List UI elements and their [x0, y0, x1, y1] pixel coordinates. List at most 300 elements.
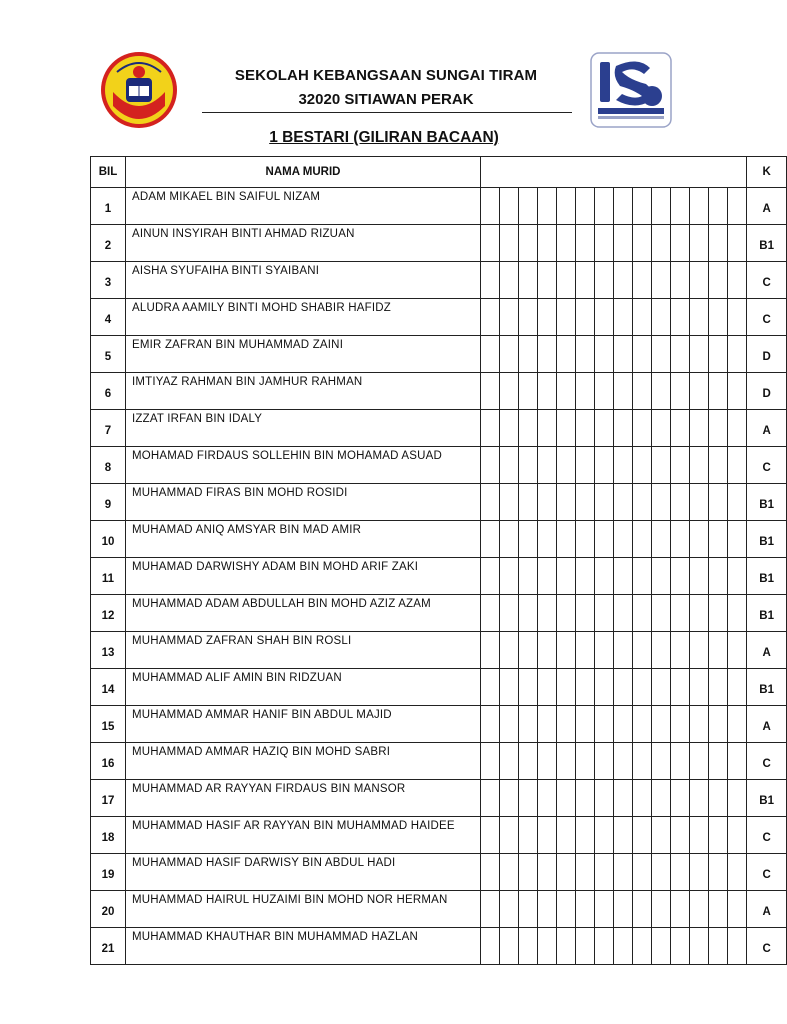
tracking-cell: [652, 595, 671, 632]
tracking-cell: [671, 928, 690, 965]
table-row: [91, 447, 787, 484]
tracking-cell: [500, 706, 519, 743]
tracking-cell: [671, 336, 690, 373]
tracking-cell: [538, 780, 557, 817]
tracking-cell: [519, 891, 538, 928]
row-number: 17: [91, 780, 126, 817]
tracking-cell: [500, 336, 519, 373]
tracking-cell: [538, 595, 557, 632]
tracking-cell: [595, 225, 614, 262]
table-row: [91, 854, 787, 891]
tracking-cell: [576, 410, 595, 447]
tracking-cell: [595, 262, 614, 299]
row-number: 3: [91, 262, 126, 299]
tracking-cell: [538, 817, 557, 854]
tracking-cell: [652, 854, 671, 891]
tracking-cell: [595, 373, 614, 410]
tracking-cell: [709, 447, 728, 484]
tracking-cell: [557, 632, 576, 669]
tracking-cell: [614, 706, 633, 743]
tracking-cell: [709, 669, 728, 706]
tracking-cell: [500, 410, 519, 447]
tracking-cell: [633, 669, 652, 706]
tracking-cell: [576, 595, 595, 632]
tracking-cell: [728, 484, 747, 521]
header-divider: [202, 112, 572, 113]
tracking-cell: [519, 410, 538, 447]
tracking-cell: [728, 743, 747, 780]
tracking-cell: [557, 299, 576, 336]
tracking-cell: [614, 669, 633, 706]
tracking-cell: [690, 336, 709, 373]
student-name: IMTIYAZ RAHMAN BIN JAMHUR RAHMAN: [126, 373, 481, 410]
tracking-cell: [519, 669, 538, 706]
tracking-cell: [709, 410, 728, 447]
tracking-cell: [557, 854, 576, 891]
tracking-cell: [690, 410, 709, 447]
student-roster-table: [90, 156, 787, 965]
tracking-cell: [728, 632, 747, 669]
table-row: [91, 595, 787, 632]
tracking-cell: [595, 632, 614, 669]
tracking-cell: [614, 373, 633, 410]
tracking-cell: [728, 558, 747, 595]
tracking-cell: [690, 484, 709, 521]
tracking-cell: [576, 558, 595, 595]
tracking-cell: [481, 225, 500, 262]
tracking-cell: [557, 336, 576, 373]
tracking-cell: [595, 780, 614, 817]
tracking-cell: [595, 669, 614, 706]
tracking-cell: [576, 336, 595, 373]
tracking-cell: [538, 188, 557, 225]
tracking-cell: [595, 558, 614, 595]
tracking-cell: [538, 373, 557, 410]
tracking-cell: [481, 373, 500, 410]
tracking-cell: [595, 188, 614, 225]
tracking-cell: [709, 743, 728, 780]
row-number: 13: [91, 632, 126, 669]
tracking-cell: [728, 595, 747, 632]
tracking-cell: [481, 410, 500, 447]
reading-level: B1: [747, 595, 787, 632]
tracking-cell: [576, 484, 595, 521]
tracking-cell: [481, 188, 500, 225]
tracking-cell: [614, 299, 633, 336]
tracking-cell: [652, 706, 671, 743]
tracking-cell: [728, 410, 747, 447]
tracking-cell: [538, 225, 557, 262]
reading-level: C: [747, 743, 787, 780]
tracking-cell: [500, 669, 519, 706]
tracking-cell: [557, 558, 576, 595]
reading-level: B1: [747, 225, 787, 262]
tracking-cell: [671, 891, 690, 928]
tracking-cell: [481, 336, 500, 373]
tracking-cell: [500, 780, 519, 817]
tracking-cell: [500, 558, 519, 595]
tracking-cell: [576, 743, 595, 780]
reading-level: D: [747, 373, 787, 410]
class-title: 1 BESTARI (GILIRAN BACAAN): [269, 129, 499, 146]
row-number: 21: [91, 928, 126, 965]
tracking-cell: [671, 299, 690, 336]
row-number: 15: [91, 706, 126, 743]
tracking-cell: [709, 558, 728, 595]
tracking-cell: [557, 521, 576, 558]
tracking-cell: [557, 669, 576, 706]
row-number: 6: [91, 373, 126, 410]
tracking-cell: [709, 854, 728, 891]
tracking-cell: [728, 225, 747, 262]
row-number: 8: [91, 447, 126, 484]
tracking-cell: [595, 928, 614, 965]
tracking-cell: [595, 891, 614, 928]
tracking-cell: [633, 484, 652, 521]
student-name: MUHAMAD DARWISHY ADAM BIN MOHD ARIF ZAKI: [126, 558, 481, 595]
tracking-cell: [652, 780, 671, 817]
reading-level: A: [747, 706, 787, 743]
header-bil: BIL: [91, 157, 126, 188]
tracking-cell: [576, 447, 595, 484]
tracking-cell: [500, 854, 519, 891]
tracking-cell: [614, 780, 633, 817]
tracking-cell: [595, 854, 614, 891]
tracking-cell: [595, 447, 614, 484]
tracking-cell: [709, 521, 728, 558]
tracking-cell: [671, 780, 690, 817]
tracking-cell: [519, 928, 538, 965]
tracking-cell: [728, 262, 747, 299]
student-name: MUHAMMAD HAIRUL HUZAIMI BIN MOHD NOR HERMAN: [126, 891, 481, 928]
row-number: 7: [91, 410, 126, 447]
tracking-cell: [614, 262, 633, 299]
tracking-cell: [633, 188, 652, 225]
tracking-cell: [519, 484, 538, 521]
tracking-cell: [519, 336, 538, 373]
table-row: [91, 928, 787, 965]
tracking-cell: [614, 595, 633, 632]
tracking-cell: [652, 743, 671, 780]
student-name: AISHA SYUFAIHA BINTI SYAIBANI: [126, 262, 481, 299]
table-row: [91, 743, 787, 780]
row-number: 20: [91, 891, 126, 928]
tracking-cell: [690, 706, 709, 743]
tracking-cell: [576, 780, 595, 817]
tracking-cell: [614, 632, 633, 669]
reading-level: A: [747, 188, 787, 225]
tracking-cell: [500, 891, 519, 928]
tracking-cell: [633, 225, 652, 262]
table-row: [91, 299, 787, 336]
tracking-cell: [519, 780, 538, 817]
tracking-cell: [671, 669, 690, 706]
tracking-cell: [500, 262, 519, 299]
table-row: [91, 632, 787, 669]
tracking-cell: [652, 410, 671, 447]
tracking-cell: [671, 373, 690, 410]
tracking-cell: [519, 188, 538, 225]
tracking-cell: [576, 928, 595, 965]
tracking-cell: [690, 669, 709, 706]
tracking-cell: [500, 484, 519, 521]
tracking-cell: [481, 706, 500, 743]
table-row: [91, 336, 787, 373]
tracking-cell: [519, 373, 538, 410]
reading-level: C: [747, 854, 787, 891]
tracking-cell: [519, 595, 538, 632]
tracking-cell: [633, 891, 652, 928]
tracking-cell: [500, 225, 519, 262]
tracking-cell: [671, 188, 690, 225]
tracking-cell: [652, 336, 671, 373]
tracking-cell: [614, 336, 633, 373]
document-header: [0, 0, 768, 160]
row-number: 18: [91, 817, 126, 854]
tracking-cell: [481, 299, 500, 336]
tracking-cell: [557, 262, 576, 299]
tracking-cell: [652, 632, 671, 669]
tracking-cell: [652, 373, 671, 410]
tracking-cell: [690, 521, 709, 558]
student-name: MUHAMAD ANIQ AMSYAR BIN MAD AMIR: [126, 521, 481, 558]
tracking-cell: [595, 484, 614, 521]
table-row: [91, 484, 787, 521]
tracking-cell: [690, 632, 709, 669]
row-number: 12: [91, 595, 126, 632]
tracking-cell: [595, 706, 614, 743]
school-name: SEKOLAH KEBANGSAAN SUNGAI TIRAM: [234, 67, 538, 84]
tracking-cell: [671, 595, 690, 632]
table-row: [91, 706, 787, 743]
tracking-cell: [538, 299, 557, 336]
tracking-cell: [633, 558, 652, 595]
student-name: MUHAMMAD FIRAS BIN MOHD ROSIDI: [126, 484, 481, 521]
tracking-cell: [500, 817, 519, 854]
table-row: [91, 410, 787, 447]
tracking-cell: [557, 447, 576, 484]
reading-level: B1: [747, 521, 787, 558]
table-row: [91, 188, 787, 225]
student-name: AINUN INSYIRAH BINTI AHMAD RIZUAN: [126, 225, 481, 262]
tracking-cell: [557, 410, 576, 447]
tracking-cell: [538, 891, 557, 928]
tracking-cell: [690, 595, 709, 632]
tracking-cell: [690, 373, 709, 410]
tracking-cell: [481, 262, 500, 299]
tracking-cell: [633, 817, 652, 854]
tracking-cell: [690, 854, 709, 891]
tracking-cell: [652, 817, 671, 854]
table-row: [91, 262, 787, 299]
tracking-cell: [519, 706, 538, 743]
tracking-cell: [538, 521, 557, 558]
tracking-cell: [481, 817, 500, 854]
tracking-cell: [652, 928, 671, 965]
tracking-cell: [728, 299, 747, 336]
tracking-cell: [633, 447, 652, 484]
tracking-cell: [690, 225, 709, 262]
student-name: ALUDRA AAMILY BINTI MOHD SHABIR HAFIDZ: [126, 299, 481, 336]
tracking-cell: [652, 558, 671, 595]
tracking-cell: [652, 521, 671, 558]
row-number: 2: [91, 225, 126, 262]
tracking-cell: [671, 225, 690, 262]
tracking-cell: [519, 447, 538, 484]
tracking-cell: [595, 336, 614, 373]
tracking-cell: [633, 780, 652, 817]
tracking-cell: [481, 484, 500, 521]
tracking-cell: [633, 299, 652, 336]
tracking-cell: [481, 780, 500, 817]
student-name: IZZAT IRFAN BIN IDALY: [126, 410, 481, 447]
tracking-cell: [538, 632, 557, 669]
tracking-cell: [595, 299, 614, 336]
tracking-cell: [690, 928, 709, 965]
student-name: MUHAMMAD HASIF AR RAYYAN BIN MUHAMMAD HAIDEE: [126, 817, 481, 854]
tracking-cell: [614, 225, 633, 262]
tracking-cell: [709, 336, 728, 373]
tracking-cell: [633, 521, 652, 558]
row-number: 5: [91, 336, 126, 373]
student-name: MUHAMMAD ALIF AMIN BIN RIDZUAN: [126, 669, 481, 706]
tracking-cell: [633, 632, 652, 669]
tracking-cell: [690, 743, 709, 780]
reading-level: B1: [747, 780, 787, 817]
tracking-cell: [709, 299, 728, 336]
tracking-cell: [671, 262, 690, 299]
tracking-cell: [557, 928, 576, 965]
reading-level: C: [747, 299, 787, 336]
row-number: 16: [91, 743, 126, 780]
tracking-cell: [557, 188, 576, 225]
tracking-cell: [595, 817, 614, 854]
tracking-cell: [709, 373, 728, 410]
tracking-cell: [614, 521, 633, 558]
tracking-cell: [500, 632, 519, 669]
tracking-cell: [576, 299, 595, 336]
tracking-cell: [709, 632, 728, 669]
tracking-cell: [519, 743, 538, 780]
tracking-cell: [576, 706, 595, 743]
tracking-cell: [709, 817, 728, 854]
tracking-cell: [709, 484, 728, 521]
tracking-cell: [557, 484, 576, 521]
tracking-cell: [633, 743, 652, 780]
tracking-cell: [652, 188, 671, 225]
tracking-cell: [500, 743, 519, 780]
reading-level: A: [747, 410, 787, 447]
tracking-cell: [481, 669, 500, 706]
tracking-cell: [519, 817, 538, 854]
tracking-cell: [614, 410, 633, 447]
tracking-cell: [519, 558, 538, 595]
student-name: EMIR ZAFRAN BIN MUHAMMAD ZAINI: [126, 336, 481, 373]
tracking-cell: [671, 410, 690, 447]
tracking-cell: [538, 669, 557, 706]
header-tracking-blank: [481, 157, 747, 188]
tracking-cell: [595, 521, 614, 558]
tracking-cell: [652, 299, 671, 336]
tracking-cell: [576, 669, 595, 706]
tracking-cell: [671, 706, 690, 743]
tracking-cell: [481, 928, 500, 965]
tracking-cell: [709, 188, 728, 225]
table-row: [91, 558, 787, 595]
header-k: K: [747, 157, 787, 188]
tracking-cell: [614, 891, 633, 928]
tracking-cell: [614, 484, 633, 521]
reading-level: B1: [747, 484, 787, 521]
table-row: [91, 521, 787, 558]
tracking-cell: [614, 817, 633, 854]
tracking-cell: [614, 928, 633, 965]
tracking-cell: [500, 521, 519, 558]
tracking-cell: [671, 484, 690, 521]
tracking-cell: [576, 521, 595, 558]
tracking-cell: [538, 262, 557, 299]
tracking-cell: [652, 891, 671, 928]
tracking-cell: [728, 817, 747, 854]
student-name: MOHAMAD FIRDAUS SOLLEHIN BIN MOHAMAD ASUAD: [126, 447, 481, 484]
reading-level: B1: [747, 669, 787, 706]
tracking-cell: [519, 225, 538, 262]
tracking-cell: [633, 410, 652, 447]
tracking-cell: [652, 484, 671, 521]
tracking-cell: [519, 854, 538, 891]
tracking-cell: [728, 780, 747, 817]
tracking-cell: [557, 891, 576, 928]
tracking-cell: [576, 225, 595, 262]
tracking-cell: [728, 928, 747, 965]
tracking-cell: [671, 521, 690, 558]
tracking-cell: [671, 743, 690, 780]
tracking-cell: [576, 632, 595, 669]
school-crest-logo: [99, 50, 179, 130]
tracking-cell: [728, 706, 747, 743]
tracking-cell: [690, 817, 709, 854]
tracking-cell: [728, 188, 747, 225]
tracking-cell: [633, 928, 652, 965]
tracking-cell: [500, 447, 519, 484]
table-row: [91, 891, 787, 928]
row-number: 14: [91, 669, 126, 706]
tracking-cell: [538, 410, 557, 447]
student-name: MUHAMMAD HASIF DARWISY BIN ABDUL HADI: [126, 854, 481, 891]
table-row: [91, 817, 787, 854]
tracking-cell: [633, 854, 652, 891]
tracking-cell: [652, 447, 671, 484]
tracking-cell: [481, 521, 500, 558]
tracking-cell: [614, 743, 633, 780]
tracking-cell: [728, 373, 747, 410]
tracking-cell: [728, 891, 747, 928]
tracking-cell: [614, 854, 633, 891]
row-number: 4: [91, 299, 126, 336]
tracking-cell: [481, 854, 500, 891]
student-name: ADAM MIKAEL BIN SAIFUL NIZAM: [126, 188, 481, 225]
tracking-cell: [633, 262, 652, 299]
tracking-cell: [500, 595, 519, 632]
tracking-cell: [500, 373, 519, 410]
tracking-cell: [690, 891, 709, 928]
tracking-cell: [557, 373, 576, 410]
row-number: 11: [91, 558, 126, 595]
tracking-cell: [652, 262, 671, 299]
table-row: [91, 373, 787, 410]
student-name: MUHAMMAD AR RAYYAN FIRDAUS BIN MANSOR: [126, 780, 481, 817]
reading-level: C: [747, 817, 787, 854]
